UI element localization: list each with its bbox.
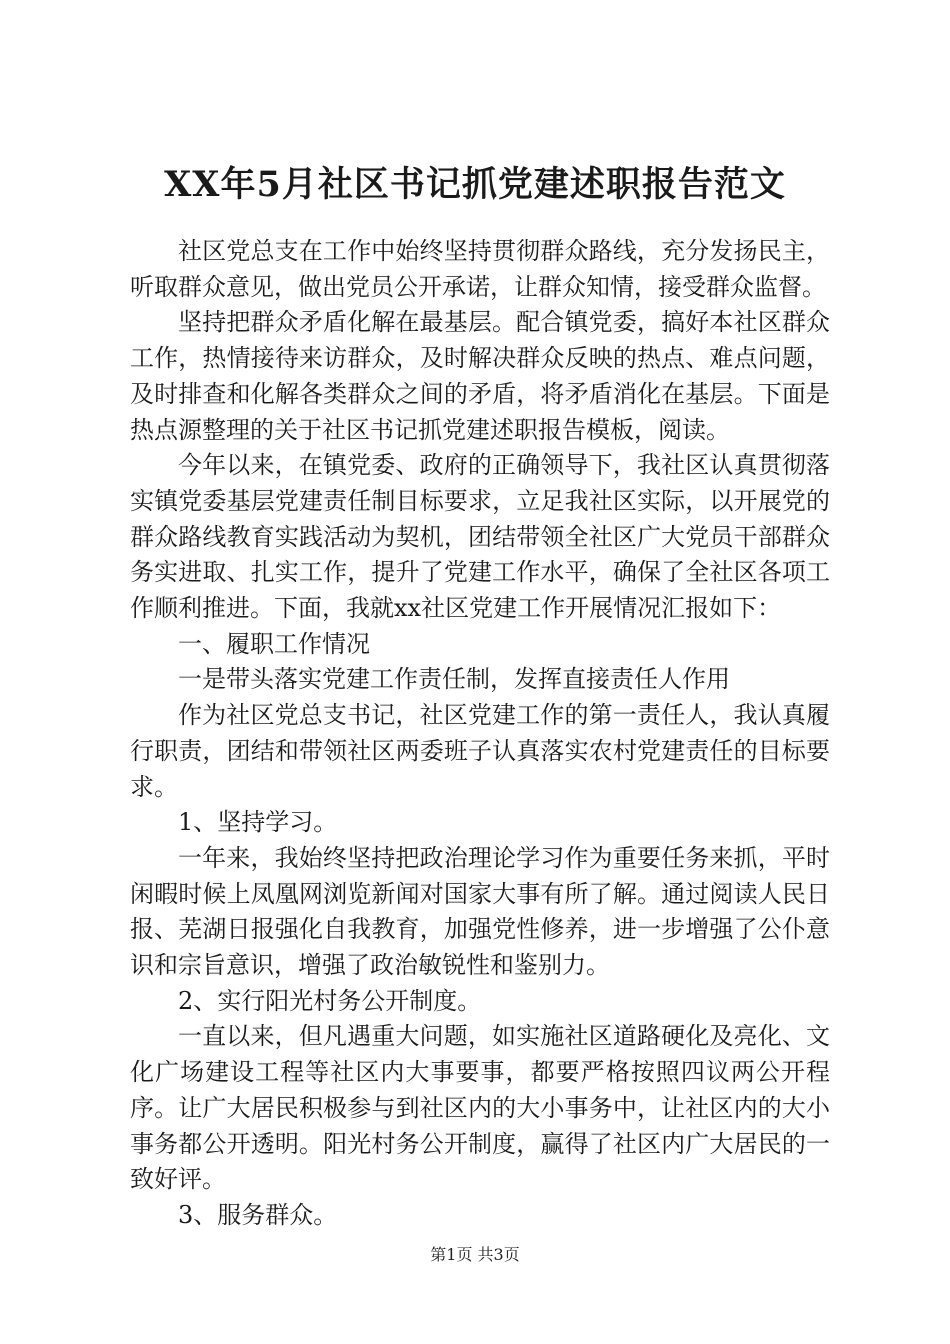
document-body (130, 234, 830, 1234)
document-title: XX年5月社区书记抓党建述职报告范文 (164, 164, 786, 205)
paragraph: 作为社区党总支书记，社区党建工作的第一责任人，我认真履行职责，团结和带领社区两委班子认真落实农村党建责任的目标要求。 (130, 701, 830, 801)
subsection-heading: 一是带头落实党建工作责任制，发挥直接责任人作用 (178, 665, 730, 694)
paragraph: 一直以来，但凡遇重大问题，如实施社区道路硬化及亮化、文化广场建设工程等社区内大事要事，都要严格按照四议两公开程序。让广大居民积极参与到社区内的大小事务中，让社区内的大小事务都公开透明。阳光村务公开制度，赢得了社区内广大居民的一致好评。 (130, 1022, 830, 1194)
paragraph: 一年来，我始终坚持把政治理论学习作为重要任务来抓，平时闲暇时候上凤凰网浏览新闻对国家大事有所了解。通过阅读人民日报、芜湖日报强化自我教育，加强党性修养，进一步增强了公仆意识和宗旨意识，增强了政治敏锐性和鉴别力。 (130, 843, 830, 980)
page-number-footer: 第1页 共3页 (430, 1245, 520, 1264)
item-heading: 3、服务群众。 (178, 1200, 338, 1229)
item-heading: 1、坚持学习。 (178, 808, 338, 837)
paragraph: 坚持把群众矛盾化解在最基层。配合镇党委，搞好本社区群众工作，热情接待来访群众，及时解决群众反映的热点、难点问题，及时排查和化解各类群众之间的矛盾，将矛盾消化在基层。下面是热点源整理的关于社区书记抓党建述职报告模板，阅读。 (130, 308, 830, 444)
section-heading: 一、履职工作情况 (178, 629, 370, 658)
paragraph: 今年以来，在镇党委、政府的正确领导下，我社区认真贯彻落实镇党委基层党建责任制目标要求，立足我社区实际，以开展党的群众路线教育实践活动为契机，团结带领全社区广大党员干部群众务实进取、扎实工作，提升了党建工作水平，确保了全社区各项工作顺利推进。下面，我就xx社区党建工作开展情况汇报如下： (130, 451, 830, 623)
paragraph: 社区党总支在工作中始终坚持贯彻群众路线，充分发扬民主，听取群众意见，做出党员公开承诺，让群众知情，接受群众监督。 (130, 237, 830, 301)
item-heading: 2、实行阳光村务公开制度。 (178, 986, 482, 1015)
